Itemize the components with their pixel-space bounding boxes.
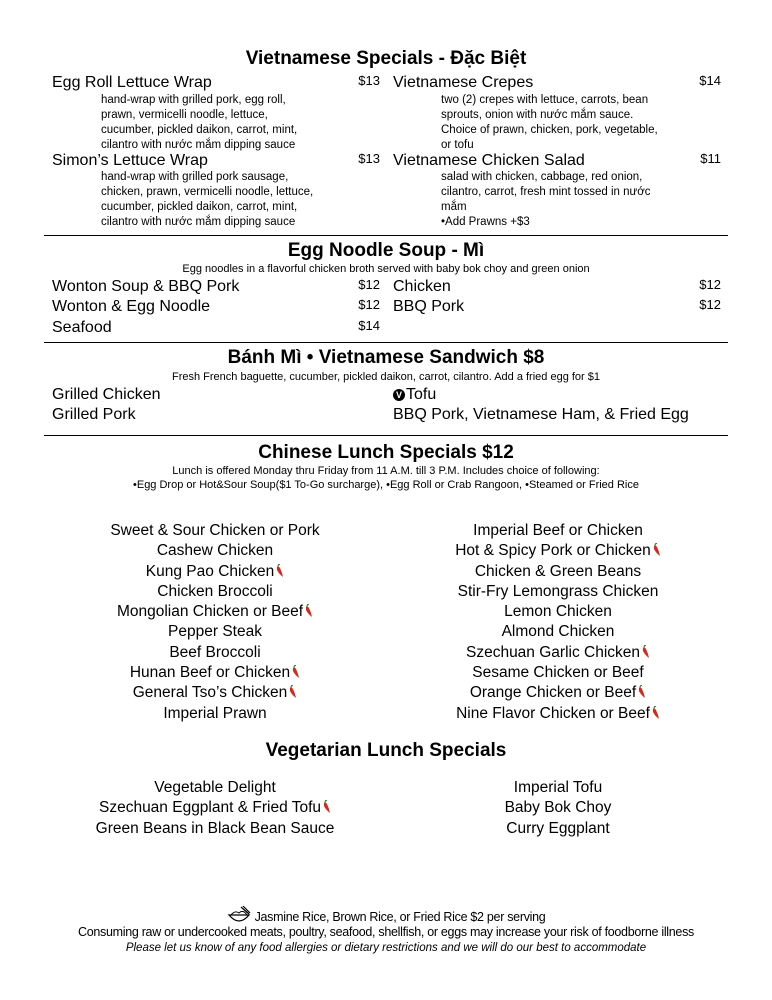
chinese-lunch-title: Chinese Lunch Specials $12 bbox=[258, 442, 514, 463]
menu-item-name: General Tso’s Chicken bbox=[132, 684, 288, 702]
vegetarian-lunch-right-column bbox=[400, 778, 716, 839]
menu-item bbox=[60, 778, 370, 798]
menu-item bbox=[60, 521, 370, 541]
menu-item bbox=[400, 704, 716, 724]
section-divider bbox=[44, 235, 728, 236]
menu-item-price: $12 bbox=[358, 277, 380, 292]
menu-item bbox=[60, 622, 370, 642]
egg-noodle-subtitle: Egg noodles in a flavorful chicken broth served with baby bok choy and green onion bbox=[182, 263, 590, 275]
menu-item-price: $12 bbox=[358, 297, 380, 312]
menu-item bbox=[400, 819, 716, 839]
menu-item-price: $13 bbox=[358, 151, 380, 166]
section-divider bbox=[44, 342, 728, 343]
chili-pepper-icon bbox=[653, 543, 661, 557]
menu-item-name: Grilled Chicken bbox=[52, 386, 161, 403]
menu-item-description: two (2) crepes with lettuce, carrots, bean sprouts, onion with nước mắm sauce. Choice of prawn, chicken, pork, vegetable, or tofu bbox=[441, 94, 658, 151]
menu-item bbox=[400, 602, 716, 622]
menu-item-name: Almond Chicken bbox=[501, 623, 615, 641]
chili-pepper-icon bbox=[305, 604, 313, 618]
vegetarian-lunch-left-column bbox=[60, 778, 370, 839]
menu-item-name: Hot & Spicy Pork or Chicken bbox=[455, 542, 651, 560]
menu-item-name: Wonton Soup & BBQ Pork bbox=[52, 278, 240, 295]
menu-item-name: Vietnamese Chicken Salad bbox=[393, 152, 585, 169]
menu-item-name: Beef Broccoli bbox=[169, 643, 261, 661]
menu-item-description: hand-wrap with grilled pork sausage, chicken, prawn, vermicelli noodle, lettuce, cucumber, pickled daikon, carrot, mint, cilantro with nước mắm dipping sauce bbox=[101, 171, 314, 228]
menu-item bbox=[60, 683, 370, 703]
menu-item-price: $14 bbox=[358, 318, 380, 333]
menu-item bbox=[60, 798, 370, 818]
menu-item-name: Seafood bbox=[52, 319, 112, 336]
menu-item bbox=[400, 622, 716, 642]
chili-pepper-icon bbox=[638, 685, 646, 699]
chili-pepper-icon bbox=[289, 685, 297, 699]
chili-pepper-icon bbox=[642, 645, 650, 659]
banh-mi-title: Bánh Mì • Vietnamese Sandwich $8 bbox=[227, 347, 545, 368]
menu-item-price: $11 bbox=[700, 151, 721, 166]
menu-item-price: $14 bbox=[699, 73, 721, 88]
menu-item-name: Pepper Steak bbox=[168, 623, 262, 641]
rice-note: Jasmine Rice, Brown Rice, or Fried Rice $2 per serving bbox=[0, 905, 772, 925]
menu-item-name: Simon’s Lettuce Wrap bbox=[52, 152, 208, 169]
menu-item bbox=[60, 582, 370, 602]
menu-item-name: Cashew Chicken bbox=[156, 542, 274, 560]
menu-item bbox=[400, 683, 716, 703]
menu-item bbox=[60, 663, 370, 683]
menu-item-description: salad with chicken, cabbage, red onion, cilantro, carrot, fresh mint tossed in nước mắm •Add Prawns +$3 bbox=[441, 171, 651, 228]
menu-item-price: $12 bbox=[699, 277, 721, 292]
chinese-lunch-right-column bbox=[400, 521, 716, 724]
menu-item-name: Imperial Prawn bbox=[163, 704, 267, 722]
menu-item-name: Mongolian Chicken or Beef bbox=[116, 603, 304, 621]
menu-item bbox=[400, 562, 716, 582]
allergy-note: Please let us know of any food allergies or dietary restrictions and we will do our best to accommodate bbox=[125, 942, 647, 954]
menu-item-name: Vietnamese Crepes bbox=[393, 74, 534, 91]
menu-item-price: $13 bbox=[358, 73, 380, 88]
menu-item-description: hand-wrap with grilled pork, egg roll, prawn, vermicelli noodle, lettuce, cucumber, pickled daikon, carrot, mint, cilantro with nước mắm dipping sauce bbox=[101, 94, 298, 151]
menu-item-name: Sweet & Sour Chicken or Pork bbox=[110, 522, 320, 539]
menu-item bbox=[60, 602, 370, 622]
menu-item bbox=[400, 798, 716, 818]
food-safety-warning: Consuming raw or undercooked meats, poultry, seafood, shellfish, or eggs may increase your risk of foodborne illness bbox=[78, 925, 694, 939]
menu-item-name: Sesame Chicken or Beef bbox=[472, 664, 644, 682]
chili-pepper-icon bbox=[323, 800, 331, 814]
egg-noodle-title: Egg Noodle Soup - Mì bbox=[287, 240, 485, 261]
menu-item bbox=[60, 643, 370, 663]
menu-item-name: BBQ Pork bbox=[393, 298, 465, 315]
chinese-lunch-left-column bbox=[60, 521, 370, 724]
menu-item-name: Chicken & Green Beans bbox=[474, 562, 642, 580]
chili-pepper-icon bbox=[276, 564, 284, 578]
menu-item bbox=[60, 562, 370, 582]
menu-item bbox=[400, 778, 716, 798]
menu-item-name: Kung Pao Chicken bbox=[145, 562, 275, 580]
menu-item bbox=[400, 582, 716, 602]
chinese-lunch-subtitle-2: •Egg Drop or Hot&Sour Soup($1 To-Go surcharge), •Egg Roll or Crab Rangoon, •Steamed or Fried Rice bbox=[133, 479, 639, 491]
menu-item-name: Baby Bok Choy bbox=[504, 799, 612, 817]
vietnamese-specials-title: Vietnamese Specials - Đặc Biệt bbox=[245, 48, 527, 69]
menu-item bbox=[60, 541, 370, 561]
menu-item-name: Imperial Tofu bbox=[513, 779, 603, 796]
menu-item-name: Chicken Broccoli bbox=[157, 582, 273, 600]
menu-item-name: Szechuan Eggplant & Fried Tofu bbox=[98, 799, 322, 817]
menu-item-name: Green Beans in Black Bean Sauce bbox=[95, 819, 335, 837]
chili-pepper-icon bbox=[292, 665, 300, 679]
menu-item-name: Chicken bbox=[393, 278, 451, 295]
menu-item bbox=[60, 704, 370, 724]
menu-item bbox=[400, 541, 716, 561]
vegetarian-icon: V bbox=[393, 389, 405, 401]
menu-item-name: Orange Chicken or Beef bbox=[469, 684, 637, 702]
menu-item-name: Stir-Fry Lemongrass Chicken bbox=[457, 582, 659, 600]
menu-item-tofu: V Tofu bbox=[393, 385, 436, 404]
menu-item-name: Imperial Beef or Chicken bbox=[473, 522, 643, 539]
menu-item-name: Grilled Pork bbox=[52, 406, 136, 423]
menu-item-name: Nine Flavor Chicken or Beef bbox=[456, 704, 650, 722]
menu-item-name: Egg Roll Lettuce Wrap bbox=[52, 74, 212, 91]
menu-item-name: Lemon Chicken bbox=[504, 603, 612, 621]
chili-pepper-icon bbox=[652, 706, 660, 720]
section-divider bbox=[44, 435, 728, 436]
menu-item-name: BBQ Pork, Vietnamese Ham, & Fried Egg bbox=[393, 406, 689, 423]
menu-item-name: Wonton & Egg Noodle bbox=[52, 298, 211, 315]
menu-item-name: Vegetable Delight bbox=[154, 779, 276, 796]
menu-item bbox=[400, 663, 716, 683]
rice-bowl-icon bbox=[227, 905, 251, 925]
banh-mi-subtitle: Fresh French baguette, cucumber, pickled daikon, carrot, cilantro. Add a fried egg for $1 bbox=[171, 371, 600, 383]
chinese-lunch-subtitle-1: Lunch is offered Monday thru Friday from 11 A.M. till 3 P.M. Includes choice of following: bbox=[172, 465, 600, 477]
menu-item-name: Szechuan Garlic Chicken bbox=[465, 643, 641, 661]
menu-item-name: Curry Eggplant bbox=[506, 819, 610, 837]
menu-item-name: Hunan Beef or Chicken bbox=[129, 664, 291, 682]
menu-item-price: $12 bbox=[699, 297, 721, 312]
menu-item bbox=[400, 643, 716, 663]
menu-item bbox=[60, 819, 370, 839]
vegetarian-lunch-title: Vegetarian Lunch Specials bbox=[265, 740, 507, 761]
menu-item bbox=[400, 521, 716, 541]
